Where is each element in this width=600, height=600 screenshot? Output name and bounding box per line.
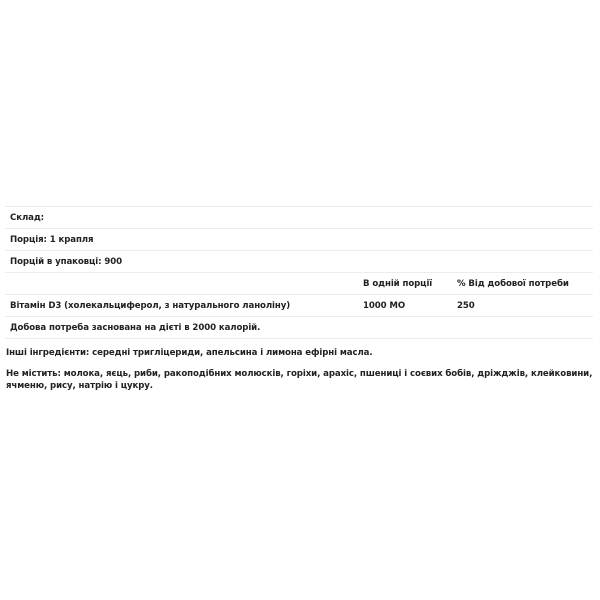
- ingredient-daily-value: 250: [452, 295, 593, 317]
- servings-per-container: Порцій в упаковці: 900: [5, 251, 593, 273]
- footnote-row: [5, 317, 593, 339]
- header-ingredient: [5, 273, 358, 295]
- other-ingredients: Інші інгредієнти: середні тригліцериди, апельсина і лимона ефірні масла.: [6, 348, 373, 358]
- table-header-row: [5, 273, 593, 295]
- header-per-serving: В одній порції: [358, 273, 452, 295]
- notes: [5, 347, 593, 392]
- servings-per-container-row: [5, 251, 593, 273]
- ingredient-amount: 1000 МО: [358, 295, 452, 317]
- table-row: [5, 295, 593, 317]
- composition-label: Склад:: [5, 207, 593, 229]
- supplement-facts: [5, 206, 593, 401]
- composition-row: [5, 207, 593, 229]
- serving-size: Порція: 1 крапля: [5, 229, 593, 251]
- serving-size-row: [5, 229, 593, 251]
- supplement-facts-table: [5, 206, 593, 339]
- allergen-statement: Не містить: молока, яєць, риби, ракоподібних молюсків, горіхи, арахіс, пшениці і соєвих бобів, дріжджів, клейковини, ячменю, рису, натрію і цукру.: [6, 369, 593, 391]
- ingredient-name: Вітамін D3 (холекальциферол, з натурального ланоліну): [5, 295, 358, 317]
- daily-value-footnote: Добова потреба заснована на дієті в 2000 калорій.: [5, 317, 593, 339]
- header-daily-value: % Від добової потреби: [452, 273, 593, 295]
